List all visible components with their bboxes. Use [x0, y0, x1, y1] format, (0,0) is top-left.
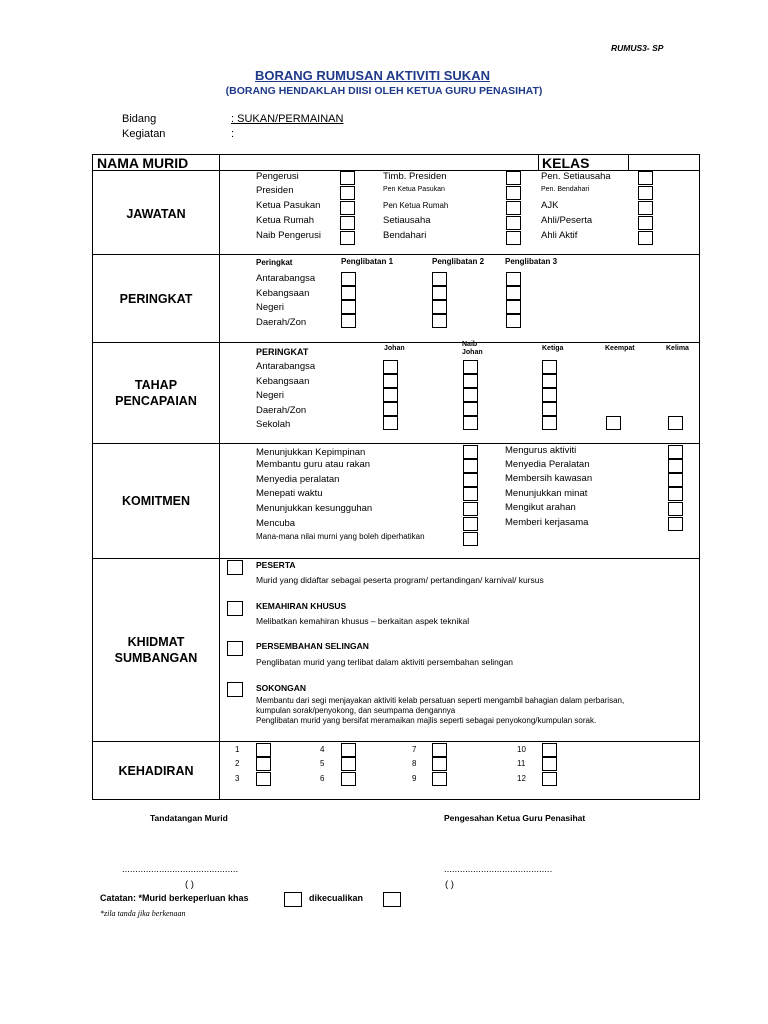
kehadiran-number: 12 — [517, 774, 526, 783]
jawatan-option: Presiden — [256, 185, 294, 196]
jawatan-option: Pen. Bendahari — [541, 186, 590, 193]
kelas-label: KELAS — [542, 155, 590, 171]
tahap-column-header: Keempat — [605, 345, 635, 352]
jawatan-checkbox[interactable] — [506, 216, 521, 230]
dikecualikan-text: dikecualikan — [309, 893, 364, 903]
bidang-label: Bidang — [122, 113, 157, 125]
jawatan-option: Timb. Presiden — [383, 171, 447, 182]
khidmat-desc: kumpulan sorak/penyokong, dan seumpama dengannya — [256, 706, 456, 715]
peringkat-checkbox[interactable] — [432, 300, 447, 314]
khidmat-label-line2: SUMBANGAN — [114, 651, 198, 665]
komitmen-option: Membersih kawasan — [505, 473, 593, 484]
khidmat-label — [93, 634, 219, 666]
khidmat-checkbox[interactable] — [227, 601, 243, 616]
kehadiran-checkbox[interactable] — [341, 757, 356, 771]
jawatan-checkbox[interactable] — [506, 171, 521, 185]
kehadiran-label: KEHADIRAN — [118, 764, 194, 778]
jawatan-label: JAWATAN — [126, 207, 186, 221]
tahap-column-header: Kelima — [666, 345, 689, 352]
tahap-checkbox[interactable] — [383, 360, 398, 374]
komitmen-checkbox[interactable] — [463, 517, 478, 531]
peringkat-checkbox[interactable] — [341, 300, 356, 314]
name-paren-murid: ( ) — [185, 879, 194, 890]
jawatan-option: Ketua Pasukan — [256, 200, 321, 211]
komitmen-option: Mencuba — [256, 518, 296, 529]
jawatan-option: AJK — [541, 200, 559, 211]
form-title: BORANG RUMUSAN AKTIVITI SUKAN — [255, 68, 490, 83]
kehadiran-number: 11 — [517, 759, 526, 768]
jawatan-checkbox[interactable] — [638, 186, 653, 200]
khidmat-title: SOKONGAN — [256, 683, 307, 693]
tahap-checkbox[interactable] — [542, 416, 557, 430]
jawatan-checkbox[interactable] — [638, 171, 653, 185]
form-subtitle: (BORANG HENDAKLAH DIISI OLEH KETUA GURU PENASIHAT) — [225, 85, 543, 97]
penglibatan-header: Penglibatan 3 — [505, 257, 558, 266]
peringkat-checkbox[interactable] — [341, 314, 356, 328]
jawatan-checkbox[interactable] — [340, 216, 355, 230]
kehadiran-number: 9 — [412, 774, 417, 783]
kehadiran-checkbox[interactable] — [542, 772, 557, 786]
peringkat-header: Peringkat — [256, 258, 293, 267]
tahap-column-header: Ketiga — [542, 345, 564, 352]
khidmat-title: PESERTA — [256, 560, 296, 570]
peringkat-level: Antarabangsa — [256, 273, 316, 284]
tahap-checkbox[interactable] — [463, 416, 478, 430]
kehadiran-number: 5 — [320, 759, 325, 768]
tahap-checkbox[interactable] — [668, 416, 683, 430]
name-paren-guru: ( ) — [445, 879, 454, 890]
tahap-checkbox[interactable] — [542, 374, 557, 388]
jawatan-option: Ketua Rumah — [256, 215, 315, 226]
khidmat-title: PERSEMBAHAN SELINGAN — [256, 641, 369, 651]
tahap-checkbox[interactable] — [383, 402, 398, 416]
jawatan-checkbox[interactable] — [340, 186, 355, 200]
catatan-checkbox[interactable] — [284, 892, 302, 907]
komitmen-option: Menyedia peralatan — [256, 474, 340, 485]
peringkat-checkbox[interactable] — [506, 314, 521, 328]
kehadiran-checkbox[interactable] — [432, 743, 447, 757]
komitmen-checkbox[interactable] — [668, 502, 683, 516]
jawatan-checkbox[interactable] — [638, 216, 653, 230]
komitmen-option: Membantu guru atau rakan — [256, 459, 371, 470]
jawatan-option: Pengerusi — [256, 171, 299, 182]
komitmen-checkbox[interactable] — [463, 473, 478, 487]
jawatan-checkbox[interactable] — [340, 231, 355, 245]
peringkat-level: Negeri — [256, 302, 284, 313]
komitmen-option: Memberi kerjasama — [505, 517, 589, 528]
komitmen-checkbox[interactable] — [463, 487, 478, 501]
peringkat-checkbox[interactable] — [506, 300, 521, 314]
peringkat-checkbox[interactable] — [432, 272, 447, 286]
tahap-checkbox[interactable] — [463, 374, 478, 388]
tahap-checkbox[interactable] — [542, 388, 557, 402]
signature-line-guru[interactable]: ......................................... — [444, 864, 553, 875]
tahap-checkbox[interactable] — [383, 416, 398, 430]
jawatan-checkbox[interactable] — [506, 201, 521, 215]
jawatan-option: Pen. Setiausaha — [541, 171, 611, 182]
jawatan-option: Pen Ketua Rumah — [383, 201, 449, 210]
komitmen-checkbox[interactable] — [668, 445, 683, 459]
catatan-note: *zila tanda jika berkenaan — [100, 909, 186, 918]
jawatan-checkbox[interactable] — [638, 201, 653, 215]
kehadiran-checkbox[interactable] — [256, 757, 271, 771]
tahap-label — [93, 377, 219, 409]
khidmat-title: KEMAHIRAN KHUSUS — [256, 601, 347, 611]
tahap-checkbox[interactable] — [542, 360, 557, 374]
komitmen-option: Menunjukkan kesungguhan — [256, 503, 373, 514]
jawatan-checkbox[interactable] — [340, 171, 355, 185]
komitmen-checkbox[interactable] — [463, 532, 478, 546]
jawatan-checkbox[interactable] — [506, 231, 521, 245]
kehadiran-number: 10 — [517, 745, 526, 754]
kehadiran-checkbox[interactable] — [542, 757, 557, 771]
khidmat-desc: Penglibatan murid yang terlibat dalam aktiviti persembahan selingan — [256, 657, 514, 667]
kehadiran-checkbox[interactable] — [542, 743, 557, 757]
peringkat-checkbox[interactable] — [506, 286, 521, 300]
jawatan-option: Setiausaha — [383, 215, 431, 226]
komitmen-option: Mengikut arahan — [505, 502, 576, 513]
kehadiran-checkbox[interactable] — [256, 772, 271, 786]
tahap-level: Kebangsaan — [256, 376, 310, 387]
komitmen-checkbox[interactable] — [463, 502, 478, 516]
komitmen-checkbox[interactable] — [668, 487, 683, 501]
jawatan-option: Naib Pengerusi — [256, 230, 321, 241]
kelas-field[interactable] — [630, 156, 698, 169]
jawatan-checkbox[interactable] — [506, 186, 521, 200]
tahap-checkbox[interactable] — [542, 402, 557, 416]
komitmen-option: Mengurus aktiviti — [505, 445, 577, 456]
jawatan-option: Ahli Aktif — [541, 230, 578, 241]
komitmen-checkbox[interactable] — [463, 459, 478, 473]
peringkat-checkbox[interactable] — [432, 286, 447, 300]
kehadiran-number: 1 — [235, 745, 240, 754]
kegiatan-label: Kegiatan — [122, 128, 166, 140]
tahap-column-header: Naib Johan — [462, 341, 483, 356]
komitmen-option: Menyedia Peralatan — [505, 459, 590, 470]
dikecualikan-checkbox[interactable] — [383, 892, 401, 907]
kehadiran-number: 8 — [412, 759, 417, 768]
jawatan-checkbox[interactable] — [638, 231, 653, 245]
jawatan-option: Bendahari — [383, 230, 427, 241]
komitmen-option: Menunjukkan Kepimpinan — [256, 447, 366, 458]
nama-murid-field[interactable] — [221, 156, 537, 169]
peringkat-checkbox[interactable] — [341, 286, 356, 300]
tahap-checkbox[interactable] — [463, 360, 478, 374]
khidmat-desc: Murid yang didaftar sebagai peserta program/ pertandingan/ karnival/ kursus — [256, 575, 544, 585]
kehadiran-checkbox[interactable] — [256, 743, 271, 757]
peringkat-checkbox[interactable] — [432, 314, 447, 328]
penglibatan-header: Penglibatan 2 — [432, 257, 485, 266]
kehadiran-number: 6 — [320, 774, 325, 783]
form-code: RUMUS3- SP — [611, 43, 664, 53]
tahap-checkbox[interactable] — [383, 374, 398, 388]
kehadiran-number: 2 — [235, 759, 240, 768]
nama-murid-label: NAMA MURID — [97, 155, 189, 171]
komitmen-checkbox[interactable] — [668, 473, 683, 487]
peringkat-label: PERINGKAT — [119, 292, 193, 306]
khidmat-checkbox[interactable] — [227, 560, 243, 575]
tahap-level: Daerah/Zon — [256, 405, 307, 416]
kegiatan-value: : — [231, 128, 235, 140]
tahap-column-header: Johan — [384, 345, 405, 352]
komitmen-checkbox[interactable] — [668, 517, 683, 531]
peringkat-checkbox[interactable] — [506, 272, 521, 286]
bidang-value: : SUKAN/PERMAINAN — [231, 113, 344, 125]
komitmen-option: Menepati waktu — [256, 488, 323, 499]
tahap-label-line1: TAHAP — [134, 378, 178, 392]
khidmat-checkbox[interactable] — [227, 641, 243, 656]
tandatangan-murid-label: Tandatangan Murid — [150, 813, 228, 823]
komitmen-checkbox[interactable] — [668, 459, 683, 473]
tahap-label-line2: PENCAPAIAN — [115, 394, 197, 408]
kehadiran-number: 4 — [320, 745, 325, 754]
khidmat-label-line1: KHIDMAT — [127, 635, 185, 649]
jawatan-checkbox[interactable] — [340, 201, 355, 215]
signature-line-murid[interactable]: ............................................ — [122, 864, 239, 875]
peringkat-level: Daerah/Zon — [256, 317, 307, 328]
khidmat-desc: Penglibatan murid yang bersifat meramaikan majlis seperti sebagai penyokong/kumpulan sorak. — [256, 716, 597, 725]
catatan-text: Catatan: *Murid berkeperluan khas — [100, 893, 249, 903]
kehadiran-checkbox[interactable] — [432, 757, 447, 771]
komitmen-option: Menunjukkan minat — [505, 488, 588, 499]
khidmat-desc: Membantu dari segi menjayakan aktiviti kelab persatuan seperti mengambil bahagian dalam perbarisan, — [256, 696, 625, 705]
tahap-header: PERINGKAT — [256, 347, 309, 357]
tahap-checkbox[interactable] — [606, 416, 621, 430]
tahap-checkbox[interactable] — [463, 402, 478, 416]
pengesahan-label: Pengesahan Ketua Guru Penasihat — [444, 813, 586, 823]
penglibatan-header: Penglibatan 1 — [341, 257, 394, 266]
komitmen-label: KOMITMEN — [121, 494, 191, 508]
tahap-checkbox[interactable] — [463, 388, 478, 402]
tahap-level: Negeri — [256, 390, 284, 401]
tahap-checkbox[interactable] — [383, 388, 398, 402]
kehadiran-checkbox[interactable] — [341, 772, 356, 786]
komitmen-checkbox[interactable] — [463, 445, 478, 459]
kehadiran-number: 3 — [235, 774, 240, 783]
komitmen-note: Mana-mana nilai murni yang boleh diperhatikan — [256, 532, 425, 541]
peringkat-checkbox[interactable] — [341, 272, 356, 286]
kehadiran-number: 7 — [412, 745, 417, 754]
jawatan-option: Ahli/Peserta — [541, 215, 593, 226]
peringkat-level: Kebangsaan — [256, 288, 310, 299]
khidmat-desc: Melibatkan kemahiran khusus – berkaitan aspek teknikal — [256, 616, 470, 626]
tahap-level: Sekolah — [256, 419, 291, 430]
tahap-level: Antarabangsa — [256, 361, 316, 372]
kehadiran-checkbox[interactable] — [341, 743, 356, 757]
kehadiran-checkbox[interactable] — [432, 772, 447, 786]
khidmat-checkbox[interactable] — [227, 682, 243, 697]
jawatan-option: Pen Ketua Pasukan — [383, 186, 445, 193]
